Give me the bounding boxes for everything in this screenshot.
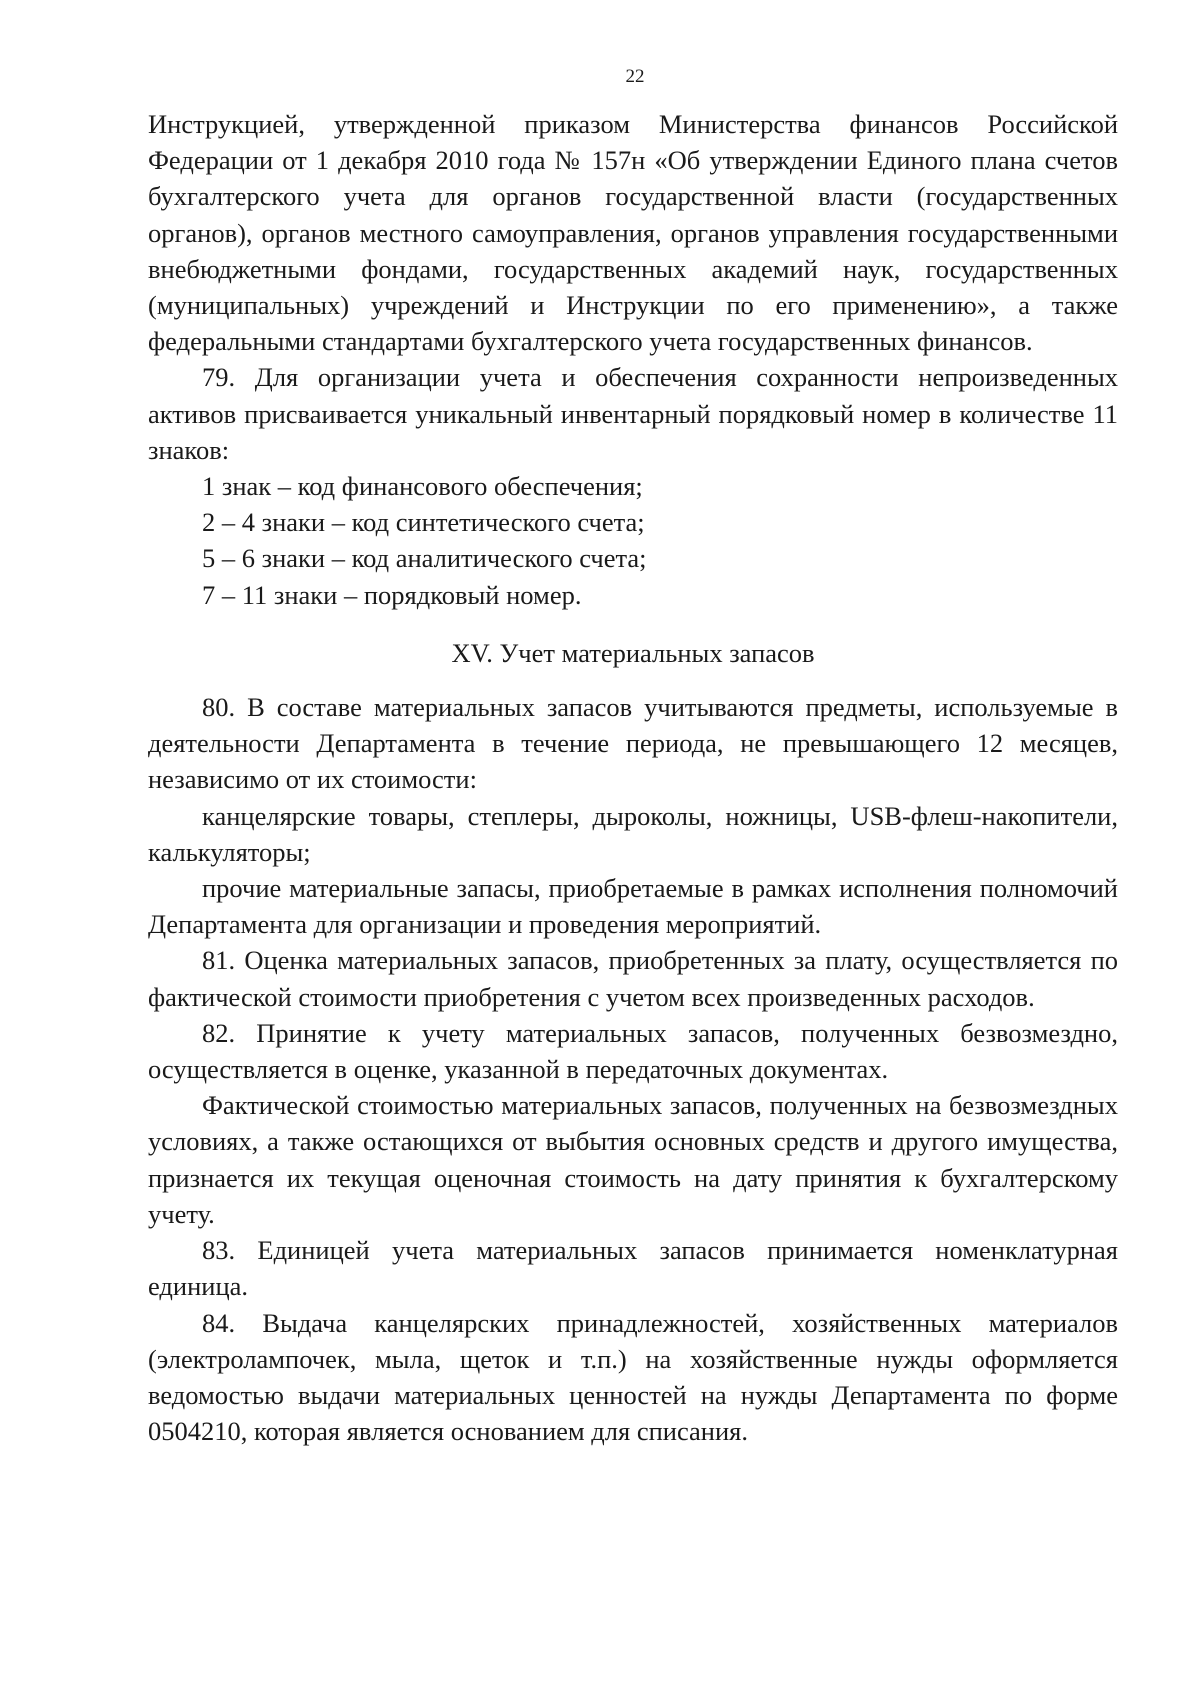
list-item: 5 – 6 знаки – код аналитического счета; [202,543,647,574]
paragraph-84: 84. Выдача канцелярских принадлежностей, хозяйственных материалов (электролампочек, мыла, щеток и т.п.) на хозяйственные нужды оформляется ведомостью выдачи материальных ценностей на нужды Департамента по форме 0504210, которая является основанием для списания. [148,1307,1118,1447]
list-item: 1 знак – код финансового обеспечения; [202,471,643,502]
list-item: 2 – 4 знаки – код синтетического счета; [202,507,645,538]
section-heading: XV. Учет материальных запасов [451,637,815,668]
paragraph-82-b: Фактической стоимостью материальных запасов, полученных на безвозмездных условиях, а также остающихся от выбытия основных средств и другого имущества, признается их текущая оценочная стоимость на дату принятия к бухгалтерскому учету. [148,1090,1118,1229]
paragraph-80-item-b: прочие материальные запасы, приобретаемые в рамках исполнения полномочий Департамента для организации и проведения мероприятий. [148,873,1118,940]
paragraph-80: 80. В составе материальных запасов учитываются предметы, используемые в деятельности Департамента в течение периода, не превышающего 12 месяцев, независимо от их стоимости: [148,692,1118,795]
list-item: 7 – 11 знаки – порядковый номер. [202,579,582,610]
page-number: 22 [625,66,645,87]
document-body [148,106,1118,1449]
paragraph-79: 79. Для организации учета и обеспечения сохранности непроизведенных активов присваивается уникальный инвентарный порядковый номер в количестве 11 знаков: [148,362,1118,465]
paragraph-81: 81. Оценка материальных запасов, приобретенных за плату, осуществляется по фактической стоимости приобретения с учетом всех произведенных расходов. [148,945,1118,1012]
paragraph-intro: Инструкцией, утвержденной приказом Министерства финансов Российской Федерации от 1 декабря 2010 года № 157н «Об утверждении Единого плана счетов бухгалтерского учета для органов государственной власти (государственных органов), органов местного самоуправления, органов управления государственными внебюджетными фондами, государственных академий наук, государственных (муниципальных) учреждений и Инструкции по его применению», а также федеральными стандартами бухгалтерского учета государственных финансов. [148,109,1118,357]
paragraph-82: 82. Принятие к учету материальных запасов, полученных безвозмездно, осуществляется в оценке, указанной в передаточных документах. [148,1017,1118,1085]
paragraph-83: 83. Единицей учета материальных запасов принимается номенклатурная единица. [148,1235,1118,1302]
paragraph-80-item-a: канцелярские товары, степлеры, дыроколы, ножницы, USB-флеш-накопители, калькуляторы; [148,800,1118,867]
